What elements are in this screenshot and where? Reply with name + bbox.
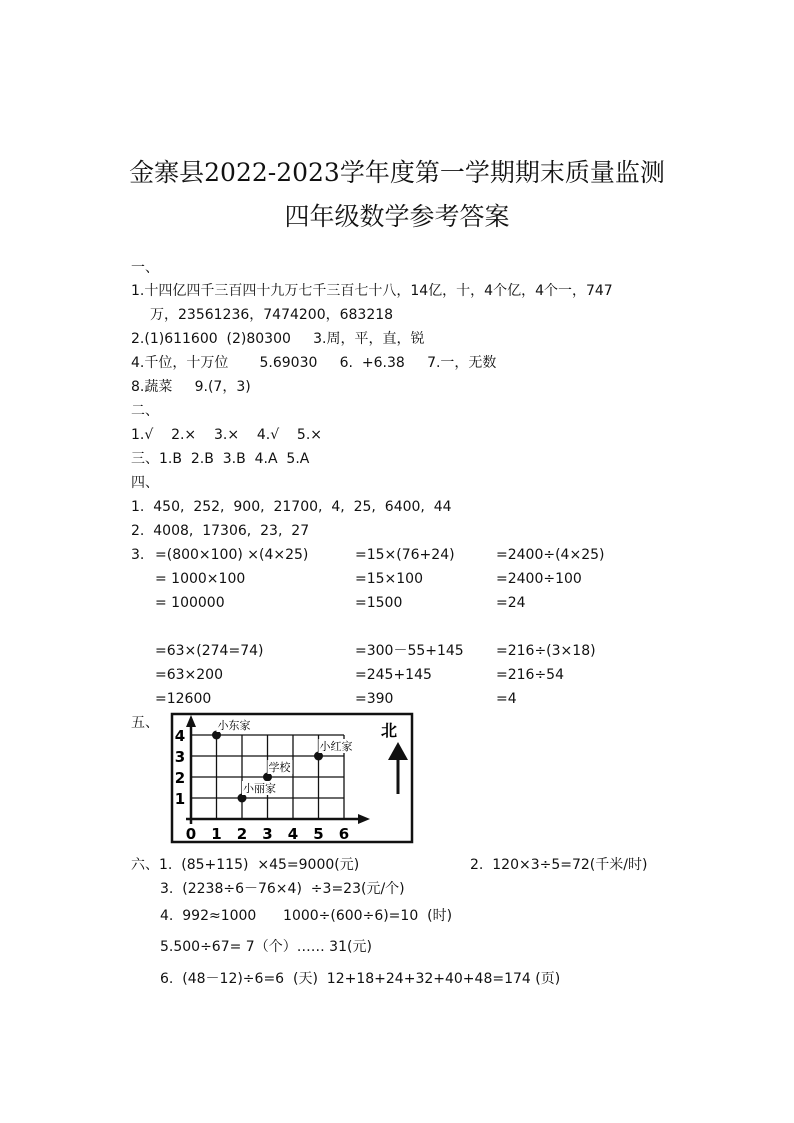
calc-col-3-line: =2400÷(4×25)	[496, 547, 605, 563]
section-5-heading: 五、	[131, 715, 159, 731]
map-point-label: 小红家	[319, 740, 353, 753]
x-tick-label: 0	[185, 825, 197, 843]
x-tick-label: 2	[236, 825, 248, 843]
answer-line: 三、1.B 2.B 3.B 4.A 5.A	[131, 451, 310, 467]
y-axis-arrow-icon	[186, 715, 196, 727]
y-tick-labels	[175, 727, 185, 808]
y-tick-label: 3	[174, 748, 186, 766]
x-tick-labels	[186, 825, 349, 843]
calc-col-2-line: =15×(76+24)	[355, 547, 455, 563]
answer-line: 2.(1)611600 (2)80300 3.周，平，直，锐	[131, 331, 425, 347]
calc-col-1-line: =63×(274=74)	[155, 643, 264, 659]
calc-col-3-line: =216÷54	[496, 667, 564, 683]
answer-line: 8.蔬菜 9.(7，3)	[131, 379, 251, 395]
y-tick-label: 1	[174, 790, 186, 808]
x-tick-label: 1	[211, 825, 222, 843]
calc-col-2-line: =300－55+145	[355, 643, 464, 659]
answer-line: 4.千位，十万位 5.69030 6. +6.38 7.一，无数	[131, 355, 497, 371]
page-title: 金寨县2022-2023学年度第一学期期末质量监测	[129, 158, 665, 187]
map-point-label: 小丽家	[243, 782, 276, 795]
map-points	[212, 718, 354, 803]
answer-line: 3. (2238÷6－76×4) ÷3=23(元/个)	[160, 881, 405, 897]
map-point-label: 小东家	[217, 719, 251, 732]
calc-col-3-line: =4	[496, 691, 517, 707]
x-tick-label: 6	[338, 825, 350, 843]
coordinate-map	[170, 712, 415, 845]
page-subtitle: 四年级数学参考答案	[284, 202, 510, 231]
north-label: 北	[380, 721, 398, 740]
answer-line: 5.500÷67= 7（个）…… 31(元)	[160, 939, 372, 955]
calc-col-2-line: =245+145	[355, 667, 432, 683]
x-tick-label: 3	[262, 825, 273, 843]
section-1-heading: 一、	[131, 260, 159, 276]
calc-col-1-line: =63×200	[155, 667, 223, 683]
answer-line: 1.十四亿四千三百四十九万七千三百七十八，14亿，十，4个亿，4个一，747	[131, 283, 613, 299]
answer-line: 4. 992≈1000 1000÷(600÷6)=10 (时)	[160, 908, 453, 924]
north-arrow-icon	[388, 742, 408, 760]
section-4-heading: 四、	[131, 475, 159, 491]
calc-col-2-line: =390	[355, 691, 394, 707]
calc-col-1-line: =12600	[155, 691, 212, 707]
map-point-label: 学校	[268, 761, 291, 774]
calc-col-3-line: =216÷(3×18)	[496, 643, 596, 659]
x-tick-label: 5	[313, 825, 324, 843]
calc-col-3-line: =2400÷100	[496, 571, 582, 587]
calc-col-1-line: =(800×100) ×(4×25)	[155, 547, 309, 563]
map-frame	[172, 714, 412, 842]
calc-col-1-line: = 1000×100	[155, 571, 246, 587]
answer-line: 6. (48－12)÷6=6 (天) 12+18+24+32+40+48=174 (页)	[160, 971, 561, 987]
answer-line: 六、1. (85+115) ×45=9000(元)	[131, 857, 360, 873]
answer-line: 万，23561236，7474200，683218	[150, 307, 394, 323]
y-tick-label: 4	[174, 727, 186, 745]
calc-col-3-line: =24	[496, 595, 526, 611]
calc-col-2-line: =1500	[355, 595, 403, 611]
section-2-heading: 二、	[131, 403, 159, 419]
calc-col-1-line: = 100000	[155, 595, 225, 611]
answer-line: 2. 4008, 17306, 23, 27	[131, 523, 310, 539]
y-tick-label: 2	[174, 769, 186, 787]
calc-col-2-line: =15×100	[355, 571, 423, 587]
x-axis-arrow-icon	[358, 814, 370, 824]
answer-line: 1.√ 2.× 3.× 4.√ 5.×	[131, 427, 323, 443]
answer-line: 2. 120×3÷5=72(千米/时)	[470, 857, 648, 873]
answer-line: 1. 450, 252, 900, 21700, 4, 25, 6400, 44	[131, 499, 452, 515]
question-3-label: 3.	[131, 547, 145, 563]
x-tick-label: 4	[287, 825, 299, 843]
